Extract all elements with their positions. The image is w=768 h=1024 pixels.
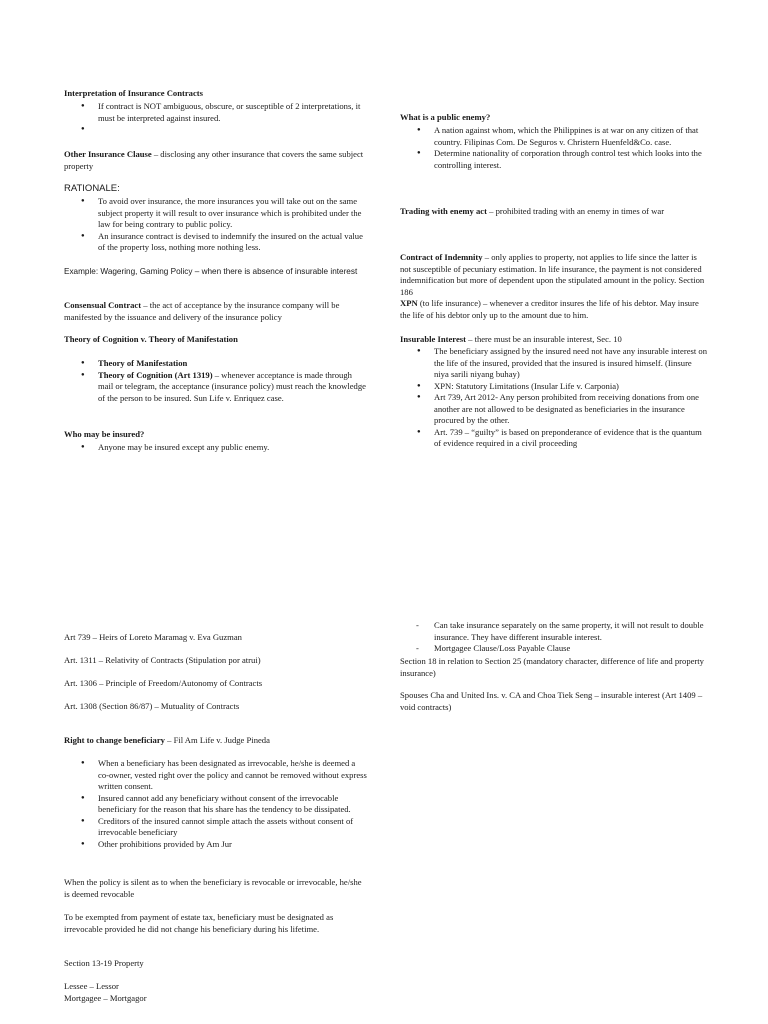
section-18-text: Section 18 in relation to Section 25 (mandatory character, difference of life and property insurance) — [400, 656, 704, 678]
list-item: ● Art 739, Art 2012- Any person prohibited from receiving donations from one another are not allowed to be designated as beneficiaries in the insurance procured by the other. — [400, 392, 708, 427]
list-item: ● Creditors of the insured cannot simple attach the assets without consent of irrevocable beneficiary — [64, 816, 368, 839]
public-enemy-list — [400, 125, 708, 171]
list-item — [64, 370, 368, 405]
other-insurance-clause — [64, 149, 368, 172]
list-item: ● Art. 739 – “guilty” is based on preponderance of evidence that is the quantum of evidence required in a civil proceeding — [400, 427, 708, 450]
rationale-list — [64, 196, 368, 254]
indemnity-label: Contract of Indemnity — [400, 252, 483, 262]
list-item — [64, 124, 368, 136]
other-insurance-text: – disclosing any other insurance that covers the same subject property — [64, 149, 364, 171]
art-1308-line: Art. 1308 (Section 86/87) – Mutuality of Contracts — [64, 701, 240, 711]
example-text: Example: Wagering, Gaming Policy – when there is absence of insurable interest — [64, 267, 358, 276]
trading-with-enemy — [400, 206, 708, 218]
consensual-label: Consensual Contract — [64, 300, 142, 310]
silent-policy-text: When the policy is silent as to when the beneficiary is revocable or irrevocable, he/she is deemed revocable — [64, 877, 362, 899]
list-item: ● Insured cannot add any beneficiary without consent of the irrevocable beneficiary for the reason that his share has the tendency to be dissipated. — [64, 793, 368, 816]
list-item: - Mortgagee Clause/Loss Payable Clause — [400, 643, 708, 655]
list-item: ● Other prohibitions provided by Am Jur — [64, 839, 368, 851]
list-item: ● Theory of Manifestation — [64, 358, 368, 370]
insurable-text: – there must be an insurable interest, Sec. 10 — [465, 334, 622, 344]
list-item: ● An insurance contract is devised to indemnify the insured on the actual value of the property loss, nothing more nothing less. — [64, 231, 368, 254]
xpn-text: (to life insurance) – whenever a creditor insures the life of his debtor. May insure the life of his debtor only up to the amount due to him. — [400, 298, 699, 320]
beneficiary-list — [64, 758, 368, 850]
interpretation-list — [64, 101, 368, 136]
who-list — [64, 442, 368, 454]
who-heading: Who may be insured? — [64, 429, 145, 439]
list-item: ● If contract is NOT ambiguous, obscure, or susceptible of 2 interpretations, it must be interpreted against insured. — [64, 101, 368, 124]
right-change-text: – Fil Am Life v. Judge Pineda — [164, 735, 270, 745]
indemnity-text: – only applies to property, not applies to life since the latter is not susceptible of pecuniary estimation. In life insurance, the payment is not considered indemnification but more of dependent upon the stipulated amount in the policy. Section 186 — [400, 252, 705, 297]
spouses-cha-text: Spouses Cha and United Ins. v. CA and Choa Tiek Seng – insurable interest (Art 1409 – void contracts) — [400, 690, 703, 712]
theory-cognition-label: Theory of Cognition (Art 1319) — [98, 369, 213, 380]
interpretation-heading: Interpretation of Insurance Contracts — [64, 88, 203, 98]
list-item: ● XPN: Statutory Limitations (Insular Life v. Carponia) — [400, 381, 708, 393]
theory-cognition-text: – whenever acceptance is made through mail or telegram, the acceptance (insurance policy) must reach the knowledge of the person to be insured. Sun Life v. Enriquez case. — [98, 369, 366, 403]
xpn-label: XPN — [400, 298, 418, 308]
consensual-text: – the act of acceptance by the insurance company will be manifested by the issuance and delivery of the insurance policy — [64, 300, 340, 322]
list-item: - Can take insurance separately on the same property, it will not result to double insurance. They have different insurable interest. — [400, 620, 708, 643]
list-item: ● To avoid over insurance, the more insurances you will take out on the same subject property it will result to over insurance which is prohibited under the law for being contrary to public policy. — [64, 196, 368, 231]
list-item: ● Anyone may be insured except any public enemy. — [64, 442, 368, 454]
list-item: ● Determine nationality of corporation through control test which looks into the controlling interest. — [400, 148, 708, 171]
consensual-contract — [64, 300, 368, 323]
art-1306-line: Art. 1306 – Principle of Freedom/Autonomy of Contracts — [64, 678, 263, 688]
trading-label: Trading with enemy act — [400, 206, 487, 216]
insurable-label: Insurable Interest — [400, 334, 466, 344]
right-to-change-beneficiary — [64, 735, 368, 747]
insurable-interest — [400, 334, 708, 346]
mortgagee-line: Mortgagee – Mortgagor — [64, 993, 147, 1003]
section-13-19-line: Section 13-19 Property — [64, 958, 144, 968]
other-insurance-label: Other Insurance Clause — [64, 149, 152, 159]
public-enemy-heading: What is a public enemy? — [400, 112, 491, 122]
art-1311-line: Art. 1311 – Relativity of Contracts (Stipulation por atrui) — [64, 655, 261, 665]
theory-heading: Theory of Cognition v. Theory of Manifestation — [64, 334, 238, 344]
trading-text: – prohibited trading with an enemy in times of war — [486, 206, 665, 216]
list-item: ● When a beneficiary has been designated as irrevocable, he/she is deemed a co-owner, vested right over the policy and cannot be removed without express written consent. — [64, 758, 368, 793]
estate-tax-text: To be exempted from payment of estate tax, beneficiary must be designated as irrevocable provided he did not change his beneficiary during his lifetime. — [64, 912, 334, 934]
contract-of-indemnity — [400, 252, 708, 321]
insurable-interest-list — [400, 346, 708, 450]
list-item: ● A nation against whom, which the Philippines is at war on any citizen of that country. Filipinas Com. De Seguros v. Christern Huenfeld&Co. case. — [400, 125, 708, 148]
rationale-heading: RATIONALE: — [64, 183, 120, 194]
dash-list — [400, 620, 708, 655]
theory-list — [64, 358, 368, 404]
lessee-line: Lessee – Lessor — [64, 981, 119, 991]
list-item: ● The beneficiary assigned by the insured need not have any insurable interest on the life of the insured, provided that the insured is insured himself. (Iinsure niya sarili niyang buhay) — [400, 346, 708, 381]
right-change-label: Right to change beneficiary — [64, 735, 165, 745]
art-739-line: Art 739 – Heirs of Loreto Maramag v. Eva Guzman — [64, 632, 242, 642]
